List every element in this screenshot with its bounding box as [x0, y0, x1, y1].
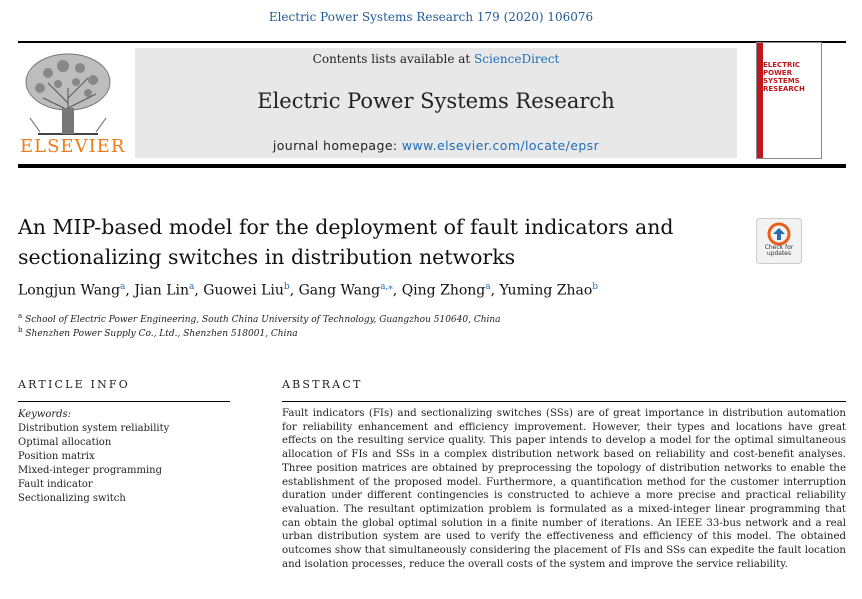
journal-reference[interactable]: Electric Power Systems Research 179 (2020) 106076 — [268, 10, 594, 24]
keywords-label: Keywords: — [18, 409, 72, 420]
affiliation — [18, 326, 298, 339]
author-name[interactable]: Jian Lin — [134, 282, 190, 299]
author-affiliation-mark[interactable]: a,⁎ — [380, 282, 393, 292]
publisher-name: ELSEVIER — [20, 136, 126, 157]
article-info-heading: ARTICLE INFO — [18, 378, 130, 391]
affiliation-text: Shenzhen Power Supply Co., Ltd., Shenzhen 518001, China — [25, 329, 298, 339]
author-affiliation-mark[interactable]: a — [485, 282, 491, 292]
keyword-item: Mixed-integer programming — [18, 465, 162, 476]
check-updates-label: Check for updates — [764, 244, 794, 257]
abstract-rule — [282, 401, 846, 402]
header-top-rule — [18, 41, 846, 43]
affiliation-mark: b — [18, 326, 23, 334]
affiliation-mark: a — [18, 312, 23, 320]
author-affiliation-mark[interactable]: b — [283, 282, 290, 292]
homepage-line — [135, 138, 737, 153]
abstract-heading: ABSTRACT — [282, 378, 363, 391]
author-name[interactable]: Gang Wang — [298, 282, 381, 299]
contents-prefix: Contents lists available at — [312, 52, 475, 66]
abstract-body: Fault indicators (FIs) and sectionalizing switches (SSs) are of great importance in distribution automation for reliability enhancement and efficiency improvement. However, their types and locations have great effects on the resulting service quality. This paper intends to develop a model for the optimal simultaneous allocation of FIs and SSs in a complex distribution network based on reliability and cost-benefit analyses. Three position matrices are obtained by preprocessing the topology of distribution networks to enable the establishment of the proposed model. Furthermore, a quantification method for the customer interruption duration under different contingencies is constructed to achieve a more precise and practical reliability evaluation. The resultant optimization problem is formulated as a mixed-integer linear programming that can obtain the global optimal solution in a finite number of iterations. An IEEE 33-bus network and a real urban distribution system are used to verify the effectiveness and efficiency of this model. The obtained outcomes show that simultaneously considering the placement of FIs and SSs can expedite the fault location and isolation processes, reduce the overall costs of the system and improve the service reliability. — [282, 408, 846, 570]
homepage-prefix: journal homepage: — [272, 138, 402, 153]
journal-title: Electric Power Systems Research — [257, 89, 615, 113]
affiliation-text: School of Electric Power Engineering, South China University of Technology, Guangzhou 510640, China — [25, 315, 501, 325]
author-affiliation-mark[interactable]: a — [189, 282, 195, 292]
article-info-rule — [18, 401, 230, 402]
author-list: Longjun Wang$^a$, Jian Lin$^a$, Guowei Liu$^b$, Gang Wang$^{a,⁎}$, Qing Zhong$^a$, Yuming Zhao$^b$ — [18, 282, 599, 299]
keyword-item: Fault indicator — [18, 479, 93, 490]
journal-cover[interactable] — [756, 42, 822, 159]
keyword-item: Optimal allocation — [18, 437, 112, 448]
contents-line — [135, 52, 737, 66]
author-name[interactable]: Qing Zhong — [401, 282, 486, 299]
author-name[interactable]: Yuming Zhao — [499, 282, 593, 299]
journal-banner — [135, 48, 737, 158]
keyword-item: Position matrix — [18, 451, 95, 462]
affiliation — [18, 312, 501, 325]
author-name[interactable]: Guowei Liu — [203, 282, 284, 299]
author-affiliation-mark[interactable]: a — [120, 282, 126, 292]
sciencedirect-link[interactable]: ScienceDirect — [474, 52, 560, 66]
author-name[interactable]: Longjun Wang — [18, 282, 121, 299]
header-bottom-rule — [18, 164, 846, 168]
keyword-item: Sectionalizing switch — [18, 493, 126, 504]
cover-title: ELECTRIC POWER SYSTEMS RESEARCH — [763, 61, 805, 93]
check-for-updates-button[interactable] — [756, 218, 802, 264]
author-affiliation-mark[interactable]: b — [592, 282, 599, 292]
keyword-item: Distribution system reliability — [18, 423, 170, 434]
article-title: An MIP-based model for the deployment of fault indicators and sectionalizing switches in distribution networks — [18, 215, 674, 269]
homepage-link[interactable]: www.elsevier.com/locate/epsr — [401, 138, 600, 153]
